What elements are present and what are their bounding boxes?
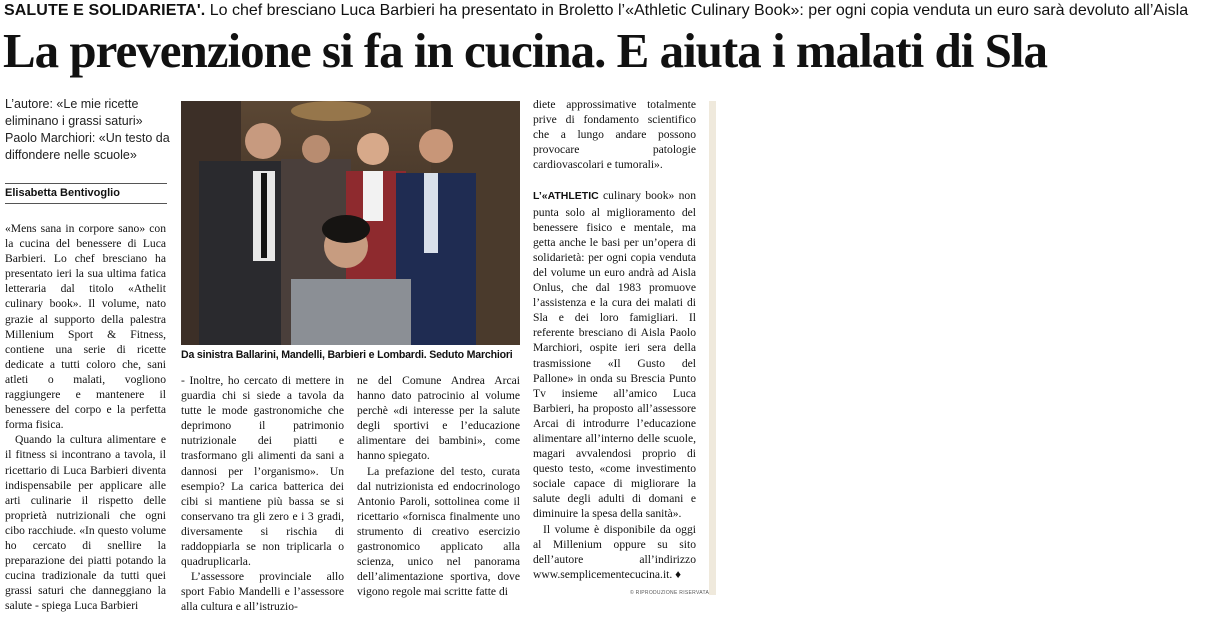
kicker-section: SALUTE E SOLIDARIETA'. (4, 2, 206, 19)
paragraph-text: culinary book» non punta solo al miglioramento del benessere fisico e mentale, ma getta anche le basi per un’opera di solidarietà: per ogni copia venduta del volume un euro andrà ad Aisla Onlus, che dal 1983 promuove l’assistenza e la cura dei malati di Sla e dei loro famigliari. Il referente bresciano di Aisla Paolo Marchiori, ospite ieri sera della trasmissione «Il Gusto del Pallone» in onda su Brescia Punto Tv insieme all’amico Luca Barbieri, ha proposto all’assessore Arcai di introdurre l’educazione alimentare all’interno delle scuole, magari avvalendosi proprio di questo testo, «come investimento sociale capace di migliorare la salute degli adulti di domani e diminuire la spesa della sanità». (533, 189, 696, 521)
paragraph: ne del Comune Andrea Arcai hanno dato patrocinio al volume perchè «di interesse per la salute degli sportivi e l’educazione alimentare dei bambini», come hanno spiegato. (357, 374, 520, 463)
paragraph-lead-in: L’«ATHLETIC (533, 190, 599, 203)
paragraph: Quando la cultura alimentare e il fitness si incontrano a tavola, il ricettario di Luca Barbieri diventa indispensabile per applicare alle arti culinarie il rispetto delle proprietà nutrizionali che ogni cibo racchiude. «In questo volume ho cercato di snellire la preparazione dei piatti potando la cucina tradizionale da tutti quei grassi saturi che danneggiano la salute - spiega Luca Barbieri (5, 433, 166, 613)
article-column-2 (181, 373, 344, 615)
headline: La prevenzione si fa in cucina. E aiuta i malati di Sla (3, 23, 1047, 78)
byline-rule-top (5, 183, 167, 184)
paragraph: La prefazione del testo, curata dal nutrizionista ed endocrinologo Antonio Paroli, sottolinea come il ricettario «fornisca finalmente uno strumento di creativo esercizio gastronomico applicato alla scienza, unico nel panorama dell’alimentazione sportiva, dove vigono regole mai scritte fatte di (357, 464, 520, 599)
summary-author-quote: L’autore: «Le mie ricette eliminano i grassi saturi» (5, 97, 143, 128)
byline: Elisabetta Bentivoglio (5, 187, 120, 199)
byline-rule-bottom (5, 203, 167, 204)
paragraph: Il volume è disponibile da oggi al Millenium oppure su sito dell’autore all’indirizzo www.semplicementecucina.it. ♦ (533, 522, 696, 581)
event-photo (181, 101, 520, 345)
article-column-1 (5, 221, 166, 613)
kicker-text: Lo chef bresciano Luca Barbieri ha presentato in Broletto l’«Athletic Culinary Book»: per ogni copia venduta un euro sarà devoluto all’Aisla (205, 2, 1189, 19)
paragraph: «Mens sana in corpore sano» con la cucina del benessere di Luca Barbieri. Lo chef bresciano ha presentato ieri la sua ultima fatica letteraria dal titolo «Athelit culinary book». Il volume, nato grazie al supporto della palestra Millenium Sport & Fitness, contiene una serie di ricette dedicate a tutti coloro che, sani atleti o malati, vogliono raggiungere e mantenere il benessere del corpo e la perfetta forma fisica. (5, 222, 166, 432)
photo-caption: Da sinistra Ballarini, Mandelli, Barbieri e Lombardi. Seduto Marchiori (181, 349, 513, 361)
summary (5, 96, 173, 164)
sidebar-tint-bar (709, 101, 716, 595)
article-column-4 (533, 97, 696, 582)
paragraph: L’assessore provinciale allo sport Fabio Mandelli e l’assessore alla cultura e all’istruzio- (181, 570, 344, 614)
kicker (4, 1, 1224, 21)
reproduction-notice: © RIPRODUZIONE RISERVATA (630, 590, 710, 596)
paragraph: - Inoltre, ho cercato di mettere in guardia chi si siede a tavola da tutte le mode gastronomiche che deprimono il patrimonio nutrizionale dei piatti e trasformano gli alimenti da sani a dannosi per l’organismo». Un esempio? La carica batterica dei cibi si mantiene più bassa se si conservano tra gli zero e i 3 gradi, diversamente si rischia di raddoppiarla se non triplicarla o quadruplicarla. (181, 374, 344, 569)
summary-marchiori-quote: Paolo Marchiori: «Un testo da diffondere nelle scuole» (5, 131, 170, 162)
paragraph (533, 188, 696, 521)
paragraph: diete approssimative totalmente prive di fondamento scientifico che a lungo andare possono provocare patologie cardiovascolari e tumorali». (533, 98, 696, 172)
article-column-3 (357, 373, 520, 599)
event-photo-illustration (181, 101, 520, 345)
